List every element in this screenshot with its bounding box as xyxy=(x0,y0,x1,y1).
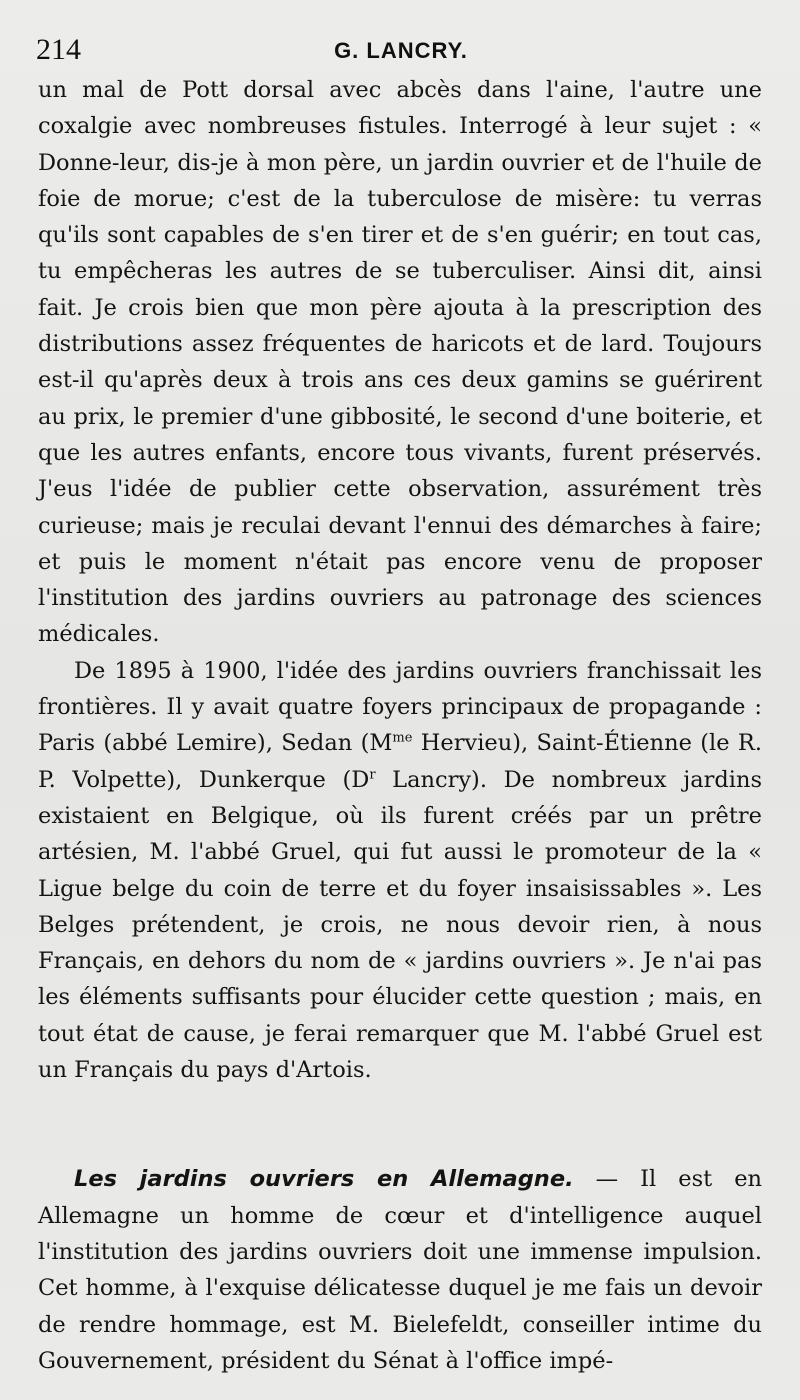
paragraph-continuation: un mal de Pott dorsal avec abcès dans l'aine, l'autre une coxalgie avec nombreuses fistules. Interrogé à leur sujet : « Donne-leur, dis-je à mon père, un jardin ouvrier et de l'huile de foie de morue; c'est de la tuberculose de misère: tu verras qu'ils sont capables de s'en tirer et de s'en guérir; en tout cas, tu empêcheras les autres de se tuberculiser. Ainsi dit, ainsi fait. Je crois bien que mon père ajouta à la prescription des distributions assez fréquentes de haricots et de lard. Toujours est-il qu'après deux à trois ans ces deux gamins se guérirent au prix, le premier d'une gibbosité, le second d'une boiterie, et que les autres enfants, encore tous vivants, furent préservés. J'eus l'idée de publier cette observation, assurément très curieuse; mais je reculai devant l'ennui des démarches à faire; et puis le moment n'était pas encore venu de proposer l'institution des jardins ouvriers au patronage des sciences médicales. xyxy=(38,77,762,648)
page-number: 214 xyxy=(36,33,81,66)
paragraph-propaganda-text-2: Hervieu), Saint-Étienne (le R. P. Volpette), Dunkerque (D xyxy=(38,730,762,793)
paragraph-propaganda-text-3: Lancry). De nombreux jardins existaient en Belgique, où ils furent créés par un prêtre artésien, M. l'abbé Gruel, qui fut aussi le promoteur de la « Ligue belge du coin de terre et du foyer insaisissables ». Les Belges prétendent, je crois, ne nous devoir rien, à nous Français, en dehors du nom de « jardins ouvriers ». Je n'ai pas les éléments suffisants pour élucider cette question ; mais, en tout état de cause, je ferai remarquer que M. l'abbé Gruel est un Français du pays d'Artois. xyxy=(38,766,762,1084)
section-title: Les jardins ouvriers en Allemagne. xyxy=(74,1166,574,1193)
paragraph-germany-text: — Il est en Allemagne un homme de cœur et d'intelligence auquel l'institution des jardins ouvriers doit une immense impulsion. Cet homme, à l'exquise délicatesse duquel je me fais un devoir de rendre hommage, est M. Bielefeldt, conseiller intime du Gouvernement, président du Sénat à l'office impé- xyxy=(38,1166,762,1374)
superscript-docteur: r xyxy=(369,767,376,783)
paragraph-germany xyxy=(38,1161,762,1379)
paragraph-propaganda xyxy=(38,653,762,1089)
running-head-author: G. LANCRY. xyxy=(334,38,468,63)
paragraph-propaganda-text-1: De 1895 à 1900, l'idée des jardins ouvriers franchissait les frontières. Il y avait quatre foyers principaux de propagande : Paris (abbé Lemire), Sedan (M xyxy=(38,657,762,757)
body-text xyxy=(38,72,762,1379)
superscript-madame: me xyxy=(392,730,413,746)
running-head xyxy=(36,32,766,68)
